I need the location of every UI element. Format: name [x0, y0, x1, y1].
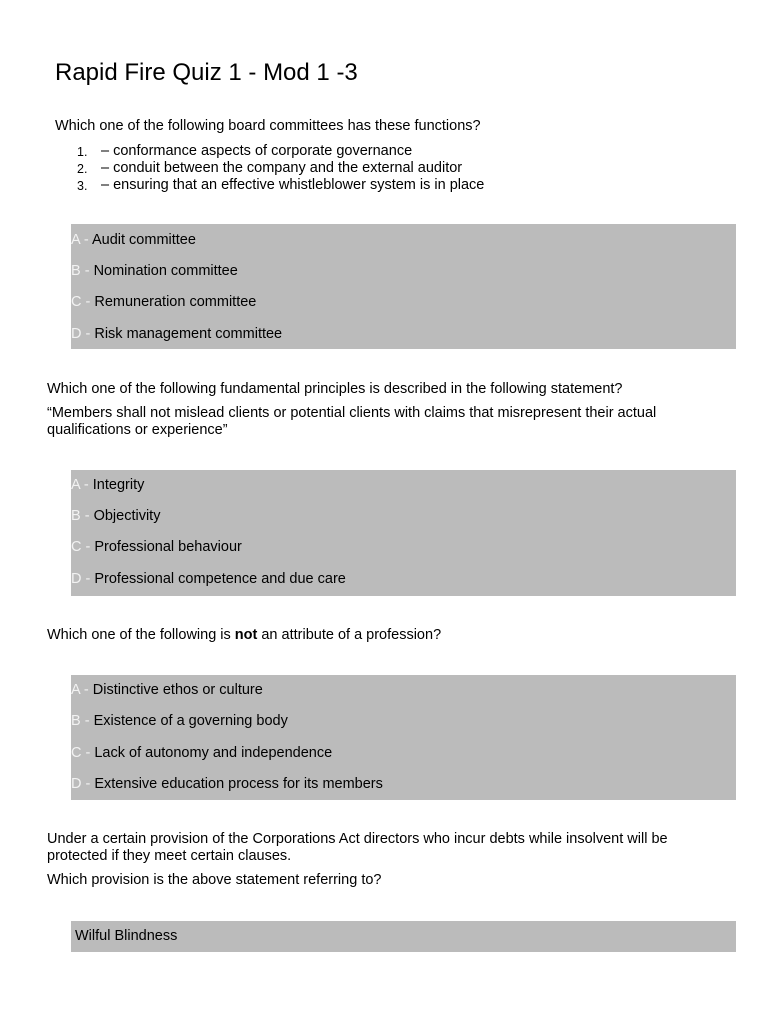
question-4-statement: Under a certain provision of the Corporations Act directors who incur debts while insolvent will be protected if they meet certain clauses. — [47, 831, 668, 864]
answer-text[interactable]: Wilful Blindness — [75, 928, 178, 944]
answer-option-a[interactable]: A - Distinctive ethos or culture — [71, 682, 263, 698]
answer-option-c[interactable]: C - Professional behaviour — [71, 539, 242, 555]
list-item: 3. – ensuring that an effective whistleblower system is in place — [77, 177, 485, 193]
answer-option-d[interactable]: D - Extensive education process for its members — [71, 776, 383, 792]
answer-option-b[interactable]: B - Nomination committee — [71, 263, 238, 279]
question-2-text: Which one of the following fundamental principles is described in the following statement? — [47, 381, 623, 397]
answer-option-b[interactable]: B - Objectivity — [71, 508, 161, 524]
question-3-text: Which one of the following is not an attribute of a profession? — [47, 627, 442, 643]
question-1-text: Which one of the following board committees has these functions? — [55, 118, 481, 134]
list-item: 1. – conformance aspects of corporate governance — [77, 143, 413, 159]
question-4-answer-box — [71, 921, 736, 952]
answer-option-c[interactable]: C - Lack of autonomy and independence — [71, 745, 333, 761]
answer-option-b[interactable]: B - Existence of a governing body — [71, 713, 288, 729]
answer-option-a[interactable]: A - Integrity — [71, 477, 145, 493]
question-1-answers — [71, 224, 736, 349]
page-title: Rapid Fire Quiz 1 - Mod 1 -3 — [55, 59, 358, 86]
answer-option-c[interactable]: C - Remuneration committee — [71, 294, 257, 310]
question-2-statement: “Members shall not mislead clients or potential clients with claims that misrepresent their actual qualifications or experience” — [47, 405, 657, 438]
question-2-answers — [71, 470, 736, 596]
list-item: 2. – conduit between the company and the external auditor — [77, 160, 463, 176]
question-4-text: Which provision is the above statement referring to? — [47, 872, 382, 888]
answer-option-a[interactable]: A - Audit committee — [71, 232, 196, 248]
answer-option-d[interactable]: D - Professional competence and due care — [71, 571, 346, 587]
answer-option-d[interactable]: D - Risk management committee — [71, 326, 283, 342]
question-3-answers — [71, 675, 736, 800]
question-1-functions-list — [75, 143, 484, 194]
